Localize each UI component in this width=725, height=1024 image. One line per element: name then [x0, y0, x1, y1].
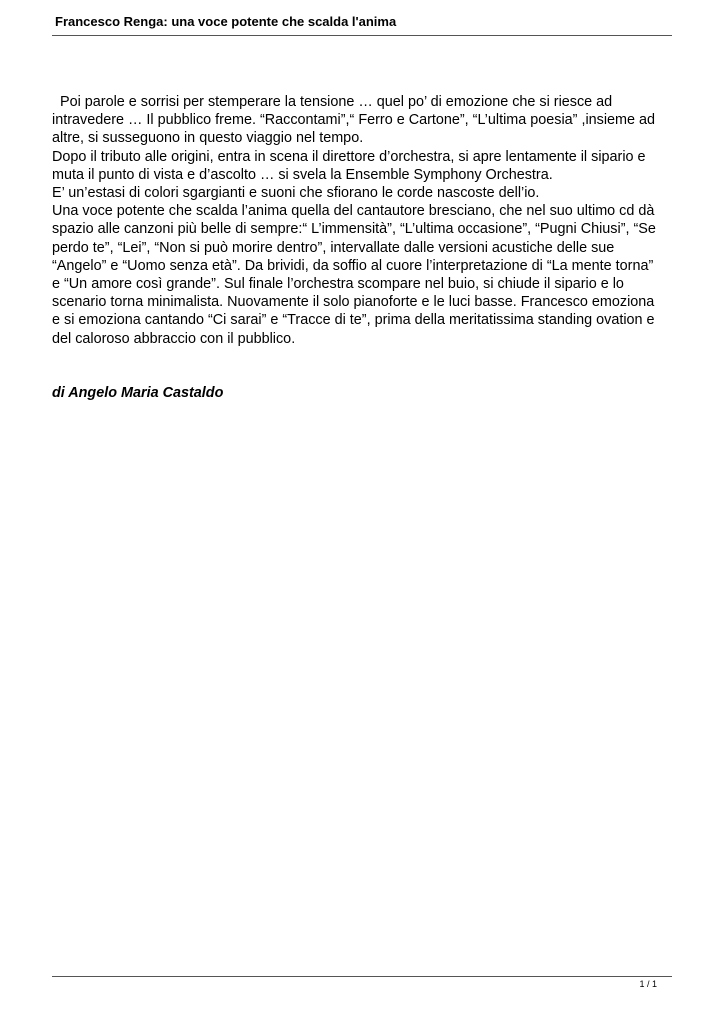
article-line: spazio alle canzoni più belle di sempre:“ L’immensità”, “L’ultima occasione”, “Pugni Chiusi”, “Se	[52, 221, 656, 238]
article-line: scenario torna minimalista. Nuovamente il solo pianoforte e le luci basse. Francesco emoziona	[52, 294, 655, 311]
article-line: E’ un’estasi di colori sgargianti e suoni che sfiorano le corde nascoste dell’io.	[52, 185, 540, 202]
footer-divider	[52, 976, 672, 977]
header-divider	[52, 35, 672, 36]
page-number: 1 / 1	[639, 979, 657, 989]
article-line: e si emoziona cantando “Ci sarai” e “Tracce di te”, prima della meritatissima standing ovation e	[52, 312, 655, 329]
article-line: del caloroso abbraccio con il pubblico.	[52, 330, 296, 347]
article-line: e “Un amore così grande”. Sul finale l’orchestra scompare nel buio, si chiude il sipario e lo	[52, 276, 624, 293]
article-body	[52, 93, 677, 348]
article-line: Una voce potente che scalda l’anima quella del cantautore bresciano, che nel suo ultimo cd dà	[52, 203, 655, 220]
article-line: Poi parole e sorrisi per stemperare la tensione … quel po’ di emozione che si riesce ad	[52, 94, 613, 110]
article-line: “Angelo” e “Uomo senza età”. Da brividi, da soffio al cuore l’interpretazione di “La mente torna”	[52, 257, 654, 274]
article-line: altre, si susseguono in questo viaggio nel tempo.	[52, 130, 364, 147]
article-line: perdo te”, “Lei”, “Non si può morire dentro”, intervallate dalle versioni acustiche delle sue	[52, 239, 615, 256]
article-line: muta il punto di vista e d’ascolto … si svela la Ensemble Symphony Orchestra.	[52, 166, 553, 183]
article-line: Dopo il tributo alle origini, entra in scena il direttore d’orchestra, si apre lentamente il sipario e	[52, 148, 646, 165]
page-title: Francesco Renga: una voce potente che scalda l'anima	[55, 14, 397, 29]
author-byline: di Angelo Maria Castaldo	[52, 385, 224, 401]
article-line: intravedere … Il pubblico freme. “Raccontami”,“ Ferro e Cartone”, “L’ultima poesia” ,insieme ad	[52, 112, 656, 129]
